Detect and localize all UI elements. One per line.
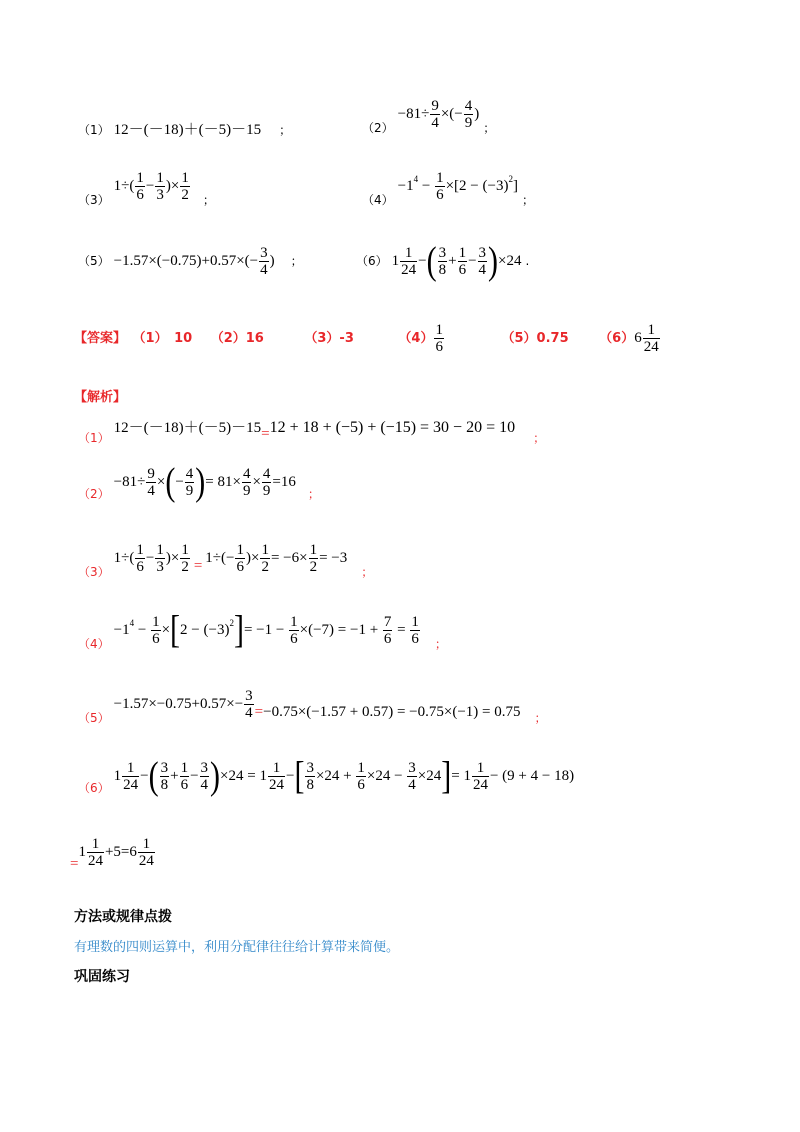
problem-6-label: （6） — [356, 254, 388, 269]
step-3-mid: − — [145, 550, 155, 567]
step-4-rhs1: = −1 − — [243, 622, 289, 639]
step-4-frac-2: $\frac{1}{6}$ — [290, 614, 298, 647]
problem-6-minus: − — [418, 253, 427, 270]
analysis-step-7 — [70, 836, 156, 873]
problem-2-pre: −81÷ — [397, 106, 430, 123]
step-3-label: （3） — [78, 565, 110, 580]
problem-6-post: ×24 — [498, 253, 522, 270]
answer-4-frac: $\frac{1}{6}$ — [435, 322, 443, 355]
problem-3-label: （3） — [78, 193, 110, 208]
step-1-eq: = — [261, 426, 270, 442]
problem-4-pre: −1 — [397, 178, 414, 195]
problem-5-frac-1: $\frac{3}{4}$ — [260, 245, 268, 278]
problem-2-label: （2） — [362, 121, 394, 136]
step-4-rhs3: = — [393, 622, 410, 639]
step-7-mid: +5=6 — [104, 844, 137, 861]
problem-4-label: （4） — [362, 193, 394, 208]
analysis-step-3 — [78, 542, 373, 580]
step-1-label: （1） — [78, 431, 110, 445]
step-3-end: ； — [361, 565, 374, 580]
step-3-pre: 1÷( — [113, 550, 135, 567]
step-4-end: ； — [434, 637, 447, 652]
problem-6-frac-0: $\frac{1}{24}$ — [401, 245, 417, 278]
problem-6-frac-3: $\frac{3}{4}$ — [478, 245, 487, 278]
step-2-rhs2: =16 — [272, 474, 296, 491]
step-4-exp: 4 — [129, 618, 135, 629]
step-1-rhs: 12 + 18 + (−5) + (−15) = 30 − 20 = 10 — [269, 419, 516, 436]
step-3-eq: = — [193, 558, 203, 575]
analysis-step-2 — [78, 460, 320, 504]
step-2-pre: −81÷ — [113, 474, 146, 491]
step-2-label: （2） — [78, 487, 110, 502]
problem-3-frac-2: $\frac{1}{3}$ — [156, 170, 164, 203]
analysis-step-6 — [78, 754, 575, 798]
step-6-frac-g1: $\frac{3}{8}$ — [306, 760, 314, 793]
problem-5-pre: −1.57×(−0.75)+0.57×(− — [113, 253, 259, 270]
step-6-frac-1: $\frac{3}{8}$ — [160, 760, 169, 793]
step-6-m3: − — [285, 768, 295, 785]
step-3-rhs3: = −6× — [270, 550, 308, 567]
step-3-frac-1: $\frac{1}{6}$ — [136, 542, 144, 575]
problem-6 — [356, 239, 530, 283]
problem-3-mid2: )× — [165, 178, 180, 195]
problem-2-post: ) — [474, 106, 480, 123]
step-5-label: （5） — [78, 711, 110, 726]
step-7-frac-1: $\frac{1}{24}$ — [138, 836, 154, 869]
answer-2: （2）16 — [210, 331, 264, 346]
step-3-frac-4: $\frac{1}{6}$ — [236, 542, 244, 575]
step-2-end: ； — [307, 487, 320, 502]
step-1-end: ； — [533, 431, 546, 445]
step-2-frac-4: $\frac{4}{9}$ — [262, 466, 271, 499]
answer-5: （5）0.75 — [501, 331, 569, 346]
problem-4-frac-1: $\frac{1}{6}$ — [436, 170, 444, 203]
step-7-whole: 1 — [78, 844, 86, 861]
problem-6-minus2: − — [468, 253, 477, 270]
answer-6: （6） — [599, 331, 635, 346]
step-4-frac-3: $\frac{7}{6}$ — [383, 614, 392, 647]
step-6-frac-5: $\frac{1}{24}$ — [472, 760, 488, 793]
step-6-rhs: = 1 — [451, 768, 471, 785]
analysis-step-5 — [78, 688, 547, 726]
problem-4-exp2: 2 — [508, 174, 513, 185]
step-2-x: × — [252, 474, 261, 491]
method-title: 方法或规律点拨 — [74, 909, 172, 925]
analysis-tag: 【解析】 — [74, 390, 127, 405]
step-6-frac-3: $\frac{3}{4}$ — [200, 760, 209, 793]
step-3-rhs2: )× — [245, 550, 260, 567]
step-6-lbracket: [ — [294, 754, 305, 798]
problem-3-end: ； — [202, 193, 215, 208]
problem-4-close: ] — [512, 178, 518, 195]
problem-3 — [78, 170, 215, 208]
step-6-label: （6） — [78, 781, 110, 796]
step-4-frac-1: $\frac{1}{6}$ — [152, 614, 160, 647]
step-3-frac-6: $\frac{1}{2}$ — [309, 542, 318, 575]
step-3-frac-5: $\frac{1}{2}$ — [261, 542, 269, 575]
step-6-rbracket: ] — [441, 754, 452, 798]
problem-2-frac-2: $\frac{4}{9}$ — [464, 98, 473, 131]
step-5-rhs: −0.75×(−1.57 + 0.57) = −0.75×(−1) = 0.75 — [263, 704, 521, 721]
step-4-exp2: 2 — [229, 618, 234, 629]
step-6-rparen: ) — [210, 754, 221, 798]
step-2-frac-2: $\frac{4}{9}$ — [185, 466, 194, 499]
problem-5-end: ； — [290, 254, 303, 269]
step-4-pre: −1 — [113, 622, 130, 639]
step-6-frac-4: $\frac{1}{24}$ — [268, 760, 284, 793]
problem-2-mid: ×(− — [440, 106, 463, 123]
step-6-frac-0: $\frac{1}{24}$ — [123, 760, 139, 793]
step-6-whole: 1 — [113, 768, 122, 785]
step-3-frac-2: $\frac{1}{3}$ — [156, 542, 164, 575]
answer-tag: 【答案】 — [74, 331, 127, 346]
problem-2-frac-1: $\frac{9}{4}$ — [431, 98, 439, 131]
problem-1-end: ； — [279, 123, 292, 137]
step-3-rhs1: 1÷(− — [205, 550, 235, 567]
method-text: 有理数的四则运算中，利用分配律往往给计算带来简便。 — [74, 940, 400, 955]
step-3-rhs4: = −3 — [319, 550, 348, 567]
analysis-step-1 — [78, 416, 545, 446]
problem-2 — [362, 98, 495, 136]
problem-6-whole: 1 — [391, 253, 400, 270]
step-5-eq: = — [254, 704, 264, 721]
analysis-step-4 — [78, 608, 447, 652]
problem-3-pre: 1÷( — [113, 178, 135, 195]
problem-6-frac-2: $\frac{1}{6}$ — [458, 245, 467, 278]
step-6-m2: − — [190, 768, 199, 785]
problem-4-mid: − — [418, 178, 435, 195]
step-6-frac-g3: $\frac{3}{4}$ — [408, 760, 416, 793]
problem-1-label: （1） — [78, 123, 110, 137]
step-3-mid2: )× — [165, 550, 180, 567]
step-2-rparen: ) — [195, 460, 206, 504]
answer-6-frac: $\frac{1}{24}$ — [643, 322, 659, 355]
step-6-t1: ×24 + — [315, 768, 356, 785]
step-4-lbracket: [ — [170, 608, 181, 652]
step-3-frac-3: $\frac{1}{2}$ — [181, 542, 189, 575]
step-6-post: ×24 = 1 — [220, 768, 267, 785]
step-2-mid: × — [156, 474, 166, 491]
problem-2-end: ； — [483, 121, 496, 136]
problem-4 — [362, 170, 534, 208]
step-6-frac-g2: $\frac{1}{6}$ — [357, 760, 365, 793]
problem-3-frac-3: $\frac{1}{2}$ — [181, 170, 189, 203]
step-2-frac-3: $\frac{4}{9}$ — [242, 466, 251, 499]
answer-3: （3）-3 — [304, 331, 354, 346]
problem-6-rparen: ) — [488, 239, 499, 283]
step-5-end: ； — [534, 711, 547, 726]
step-7-eq: = — [70, 856, 79, 873]
answer-line — [74, 322, 661, 355]
problem-6-plus: + — [448, 253, 457, 270]
step-4-mid: − — [134, 622, 151, 639]
problem-4-post: ×[2 − (−3) — [445, 178, 509, 195]
answer-6-whole: 6 — [634, 330, 642, 346]
step-7-frac-0: $\frac{1}{24}$ — [87, 836, 103, 869]
step-2-frac-1: $\frac{9}{4}$ — [147, 466, 155, 499]
step-1-lhs: 12－(－18)＋(－5)－15 — [113, 420, 262, 436]
problem-4-end: ； — [521, 193, 534, 208]
problem-3-mid: − — [145, 178, 155, 195]
problem-4-exp: 4 — [413, 174, 419, 185]
step-4-label: （4） — [78, 637, 110, 652]
problem-5-post: ) — [269, 253, 275, 270]
problem-1 — [78, 118, 291, 139]
step-6-t3: ×24 — [417, 768, 442, 785]
answer-4: （4） — [398, 331, 434, 346]
step-5-pre: −1.57×−0.75+0.57×− — [113, 696, 244, 713]
answer-1: （1） 10 — [132, 331, 193, 346]
step-2-rhs1: = 81× — [205, 474, 241, 491]
problem-5 — [78, 245, 303, 278]
practice-title: 巩固练习 — [74, 969, 130, 985]
step-4-rbracket: ] — [233, 608, 244, 652]
step-6-frac-2: $\frac{1}{6}$ — [180, 760, 189, 793]
step-6-t2: ×24 − — [366, 768, 407, 785]
step-6-p1: + — [170, 768, 179, 785]
step-5-frac-1: $\frac{3}{4}$ — [245, 688, 253, 721]
problem-6-frac-1: $\frac{3}{8}$ — [438, 245, 447, 278]
step-4-inner: 2 − (−3) — [180, 622, 230, 639]
problem-1-expr: 12－(－18)＋(－5)－15 — [113, 122, 262, 138]
problem-6-end: . — [525, 254, 530, 269]
step-6-lparen: ( — [148, 754, 159, 798]
step-4-frac-4: $\frac{1}{6}$ — [411, 614, 419, 647]
step-2-neg: − — [175, 474, 184, 491]
step-6-tail: − (9 + 4 − 18) — [489, 768, 575, 785]
step-2-lparen: ( — [165, 460, 176, 504]
step-4-x: × — [161, 622, 171, 639]
step-6-m1: − — [140, 768, 149, 785]
problem-6-lparen: ( — [426, 239, 437, 283]
problem-3-frac-1: $\frac{1}{6}$ — [136, 170, 144, 203]
step-4-rhs2: ×(−7) = −1 + — [299, 622, 382, 639]
problem-5-label: （5） — [78, 254, 110, 269]
